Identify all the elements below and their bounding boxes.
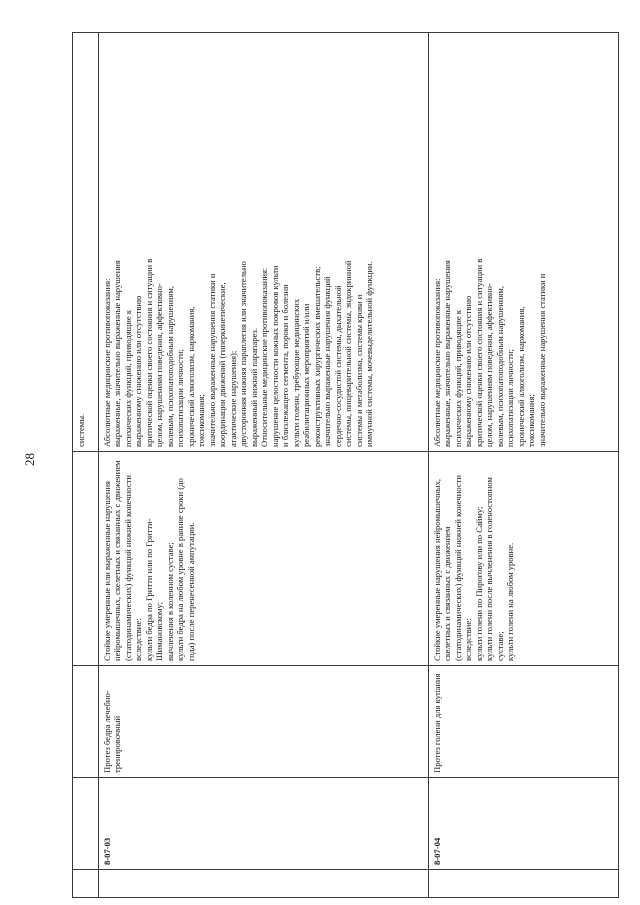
item-name: Протез бедра лечебно-тренировочный [99, 666, 429, 778]
text-line: нейромышечных, скелетных и связанных с движением [112, 460, 123, 661]
text-line: реабилитационных мероприятий и/или [301, 303, 312, 447]
text-line: (статодинамических) функций нижней конечности [122, 475, 133, 661]
text-line: выраженному снижению или отсутствию [133, 295, 144, 447]
text-line: вследствие: [133, 618, 144, 661]
text-line: целом, нарушениям поведения, аффективно- [154, 283, 165, 447]
table-cell-contraindications: системы. [73, 33, 99, 452]
text-line: координации движений (гиперкинетические, [217, 282, 228, 447]
item-name: Протез голени для купания [429, 666, 619, 778]
text-line: суставе; [494, 631, 505, 661]
text-line: Стойкие умеренные или выраженные нарушения [102, 480, 112, 661]
text-line: реконструктивных хирургических вмешательств; [311, 266, 322, 447]
text-line: токсикомания; [196, 394, 207, 447]
text-line: иммунной системы, мочевыделительной функции. [364, 261, 375, 447]
text-line: культи голени, требующие медицинских [290, 298, 301, 447]
text-line: атактические нарушения); [227, 350, 238, 447]
page-number: 28 [22, 453, 37, 466]
table-cell-conditions [73, 452, 99, 666]
text-line: психических функций, приводящие к [122, 309, 133, 447]
item-code: 8-07-04 [429, 778, 619, 870]
text-line: культи бедра по Гритти или по Гритти- [143, 518, 154, 661]
table-cell-name [73, 666, 99, 778]
text-line: Шимановскому; [154, 601, 165, 661]
table-cell-blank [429, 870, 619, 898]
text-line: критической оценки своего состояния и ситуации в [473, 258, 484, 447]
text-line: культи голени на любом уровне. [505, 542, 516, 661]
text-line: психопатизации личности; [175, 349, 186, 447]
text-line: волевым, психопатоподобным нарушениям, [164, 286, 175, 447]
table-row-continuation [73, 33, 99, 898]
item-code: 8-07-03 [99, 778, 429, 870]
text-line: выраженные, значительно выраженные нарушения [442, 260, 453, 447]
item-conditions [99, 452, 429, 666]
text-line: хронический алкоголизм, наркомания, [185, 306, 196, 447]
text-line: волевым, психопатоподобным нарушениям, [494, 286, 505, 447]
document-table-wrapper [72, 32, 618, 898]
item-contraindications [99, 33, 429, 452]
item-conditions [429, 452, 619, 666]
table-row [99, 33, 429, 898]
text-line: и близлежащего сегмента, пороки и болезни [280, 284, 291, 447]
text-line: выраженный нижний парапарез. [248, 328, 259, 447]
text-line: психических функций, приводящие к [452, 309, 463, 447]
text-line: (статодинамических) функций нижней конечности [452, 475, 463, 661]
text-line: значительно выраженные нарушения статики и [206, 273, 217, 447]
text-line: критической оценки своего состояния и ситуации в [143, 258, 154, 447]
text-line: значительно выраженные нарушения функций [322, 276, 333, 447]
text-line: системы и метаболизма, системы крови и [353, 294, 364, 447]
text-line: выраженные, значительно выраженные нарушения [112, 260, 123, 447]
text-line: культи бедра на любом уровне в ранние сроки (до [175, 478, 186, 661]
text-line: Относительные медицинские противопоказания: [259, 267, 270, 447]
item-contraindications [429, 33, 619, 452]
text-line: года) после перенесенной ампутации. [185, 522, 196, 661]
text-line: вычленения в коленном суставе; [164, 542, 175, 661]
text-line: значительно выраженные нарушения статики и [536, 273, 547, 447]
text-line: культи голени по Пирогову или по Сайму; [473, 506, 484, 661]
text-line: культи голени после вычленения в голеностопном [484, 477, 495, 661]
table-row [429, 33, 619, 898]
table-cell-blank [73, 870, 99, 898]
text-line: психопатизации личности; [505, 349, 516, 447]
text-line: токсикомания; [526, 394, 537, 447]
text-line: целом, нарушениям поведения, аффективно- [484, 283, 495, 447]
text-line: вследствие: [463, 618, 474, 661]
text-line: Стойкие умеренные нарушения нейромышечных, [432, 478, 442, 661]
table-cell-blank [99, 870, 429, 898]
text-line: хронический алкоголизм, наркомания, [515, 306, 526, 447]
text-line: сердечно-сосудистой системы, дыхательной [332, 285, 343, 447]
text-line: Абсолютные медицинские противопоказания: [102, 278, 112, 447]
text-line: системы, пищеварительной системы, эндокринной [343, 260, 354, 447]
text-line: скелетных и связанных с движением [442, 526, 453, 661]
text-line: двусторонняя нижняя параплегия или значительно [238, 261, 249, 447]
document-table [72, 32, 619, 898]
text-line: выраженному снижению или отсутствию [463, 295, 474, 447]
text-line: Абсолютные медицинские противопоказания: [432, 278, 442, 447]
text-line: нарушение целостности кожных покровов культи [269, 265, 280, 447]
table-cell-code [73, 778, 99, 870]
